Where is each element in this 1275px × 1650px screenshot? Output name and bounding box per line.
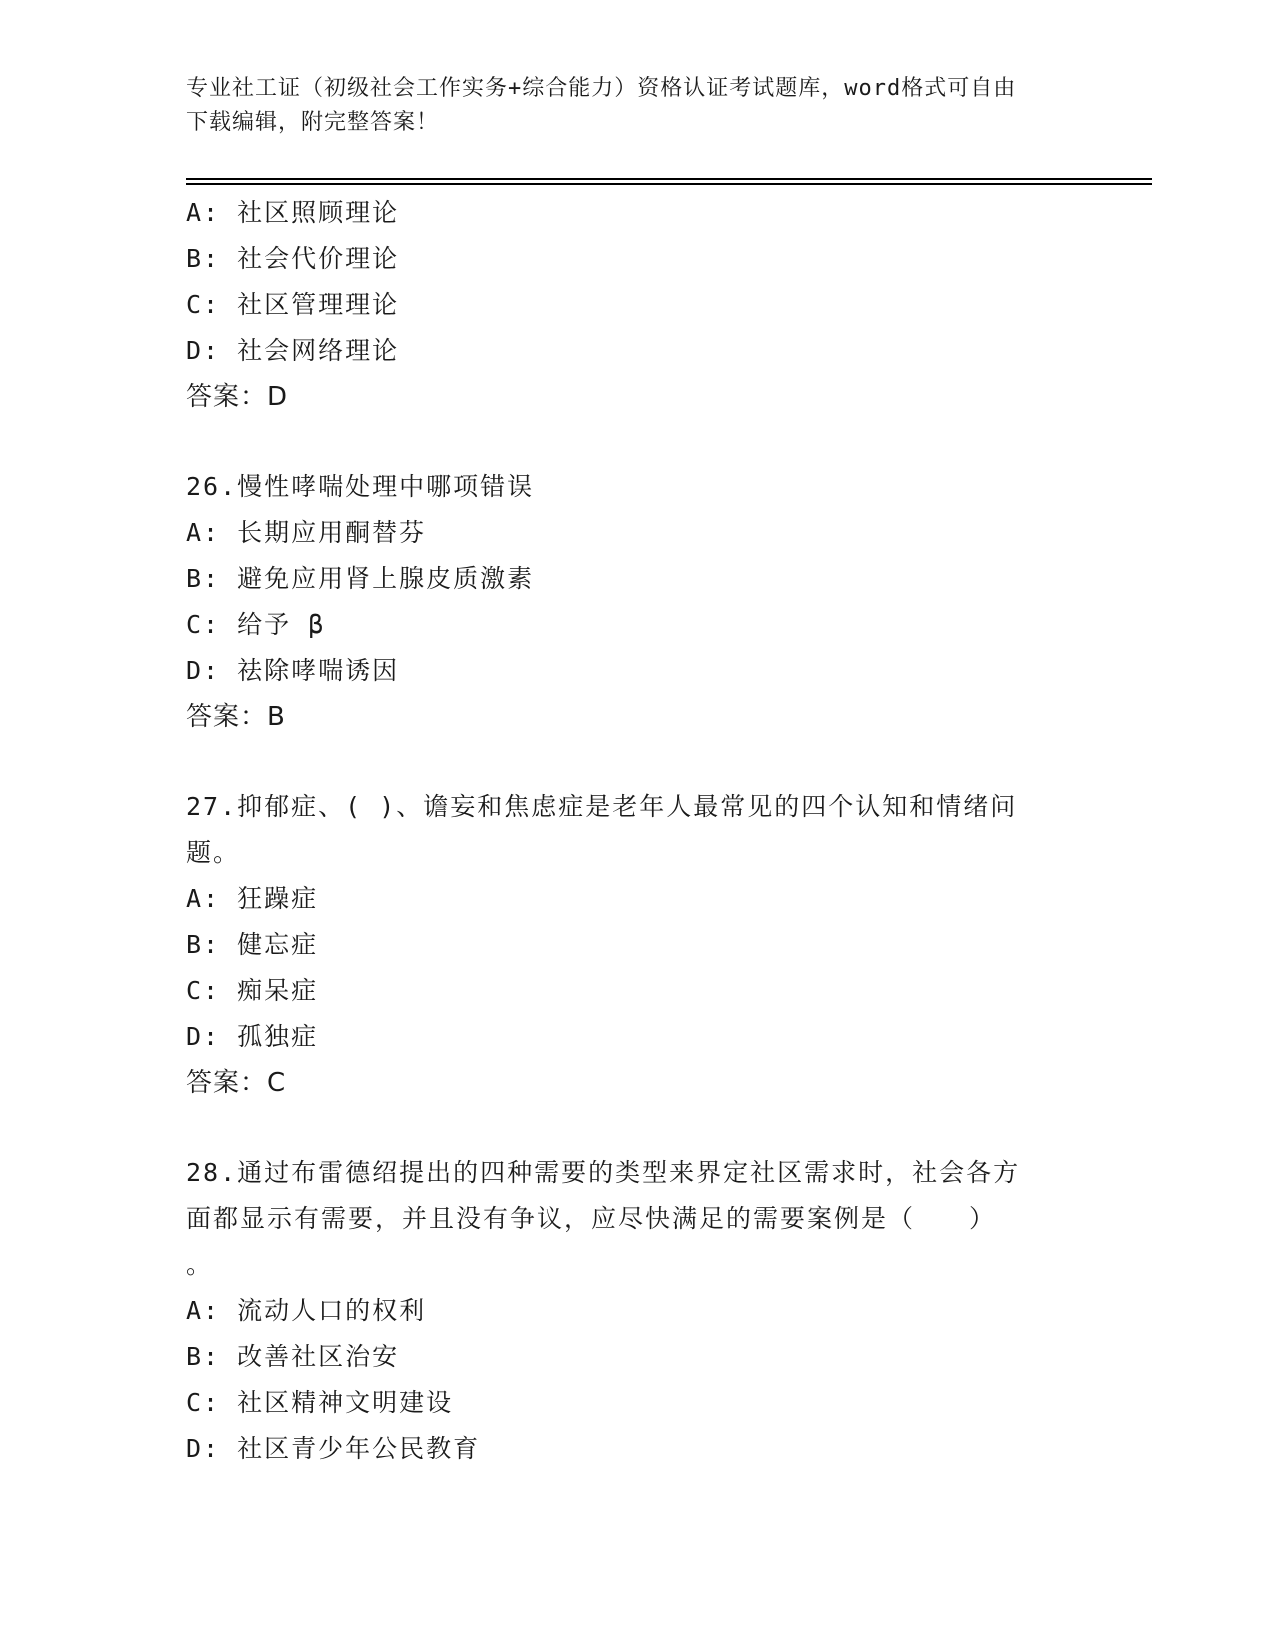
question-27 <box>186 784 1086 1106</box>
option-c: C: 痴呆症 <box>186 976 319 1005</box>
question-stem-line-3: 。 <box>186 1250 214 1279</box>
header-divider-top <box>186 178 1152 180</box>
option-b: B: 健忘症 <box>186 930 319 959</box>
option-b: B: 避免应用肾上腺皮质激素 <box>186 564 535 593</box>
option-a: A: 社区照顾理论 <box>186 198 400 227</box>
option-b: B: 改善社区治安 <box>186 1342 400 1371</box>
header-divider-bottom <box>186 183 1152 185</box>
question-26 <box>186 464 1086 740</box>
option-c: C: 社区管理理论 <box>186 290 400 319</box>
option-d: D: 孤独症 <box>186 1022 319 1051</box>
option-a: A: 长期应用酮替芬 <box>186 518 427 547</box>
question-stem-line-1: 27.抑郁症、( )、谵妄和焦虑症是老年人最常见的四个认知和情绪问 <box>186 792 1018 821</box>
option-c: C: 社区精神文明建设 <box>186 1388 454 1417</box>
header-line-1: 专业社工证（初级社会工作实务+综合能力）资格认证考试题库，word格式可自由 <box>186 76 1017 101</box>
question-stem-line-2: 面都显示有需要，并且没有争议，应尽快满足的需要案例是（ ） <box>186 1204 997 1233</box>
answer-label: 答案：B <box>186 702 286 732</box>
question-stem-line-2: 题。 <box>186 838 241 867</box>
question-list <box>186 190 1086 1472</box>
header-line-2: 下载编辑，附完整答案！ <box>186 110 440 135</box>
option-b: B: 社会代价理论 <box>186 244 400 273</box>
option-a: A: 狂躁症 <box>186 884 319 913</box>
question-25 <box>186 190 1086 420</box>
document-header <box>186 72 1086 140</box>
option-d: D: 社区青少年公民教育 <box>186 1434 481 1463</box>
question-28 <box>186 1150 1086 1472</box>
question-stem: 26.慢性哮喘处理中哪项错误 <box>186 472 535 501</box>
question-stem-line-1: 28.通过布雷德绍提出的四种需要的类型来界定社区需求时，社会各方 <box>186 1158 1021 1187</box>
option-d: D: 社会网络理论 <box>186 336 400 365</box>
option-d: D: 祛除哮喘诱因 <box>186 656 400 685</box>
option-c: C: 给予 β <box>186 610 326 639</box>
option-a: A: 流动人口的权利 <box>186 1296 427 1325</box>
answer-label: 答案：C <box>186 1068 287 1098</box>
answer-label: 答案：D <box>186 382 289 412</box>
